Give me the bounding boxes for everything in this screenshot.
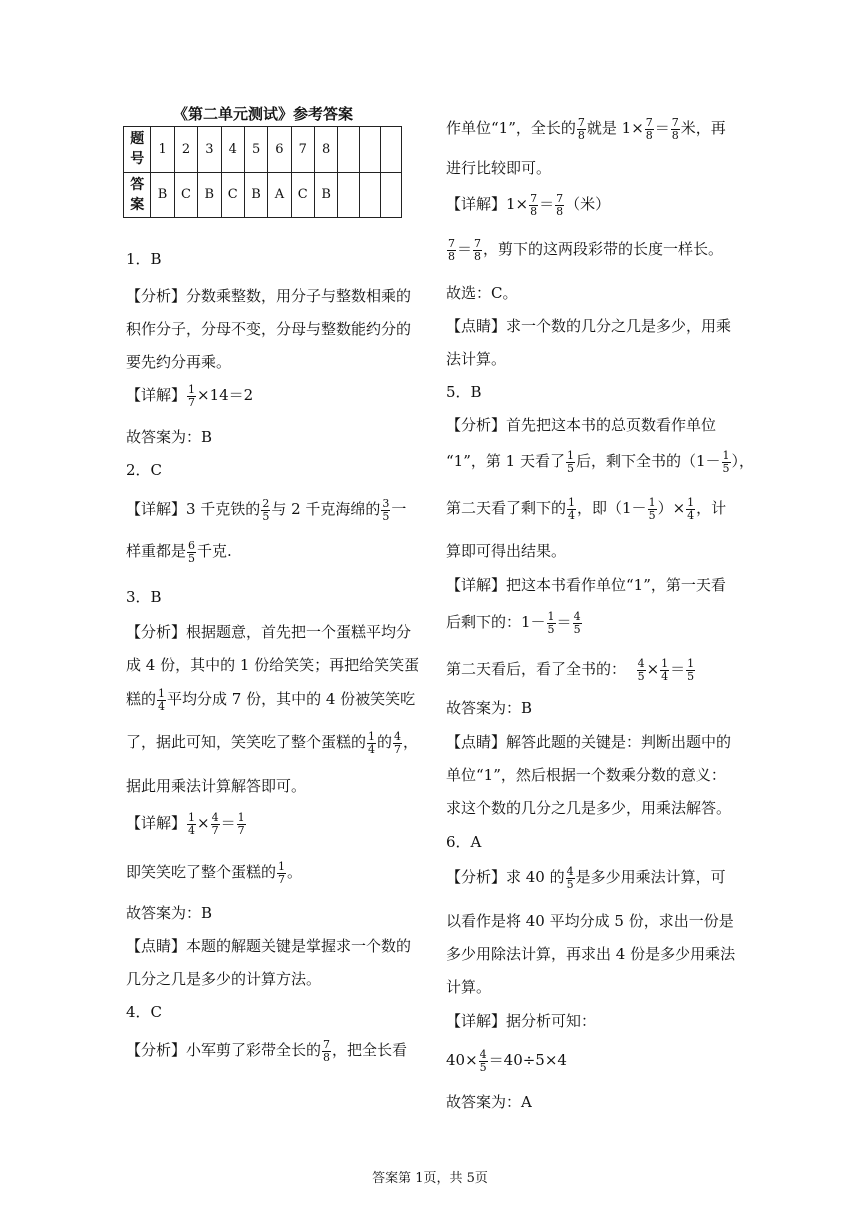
q3-detail-2: 即笑笑吃了整个蛋糕的 $\frac{1}{7}$ 。 [126, 859, 303, 886]
q5-tip-2: 单位“1”，然后根据一个数乘分数的意义： [446, 766, 726, 784]
q5-tip: 【点睛】解答此题的关键是：判断出题中的 [446, 733, 732, 751]
fraction: $\frac{1}{5}$ [566, 448, 574, 475]
q1-detail [126, 383, 253, 409]
q5-analysis: 【分析】首先把这本书的总页数看作单位 [446, 416, 717, 434]
q5-analysis-2: “1”，第 1 天看了 $\frac{1}{5}$ 后，剩下全书的（1－ $\frac{1}{5}$ ）， [446, 448, 755, 475]
table-cell [359, 127, 380, 173]
q4-tip-2: 法计算。 [446, 350, 507, 368]
q4-detail: 【详解】1× $\frac{7}{8}$ ＝ $\frac{7}{8}$ （米） [446, 191, 611, 218]
q3-number: 3．B [126, 588, 162, 606]
q3-tip-2: 几分之几是多少的计算方法。 [126, 970, 322, 988]
fraction: $\frac{2}{5}$ [262, 496, 270, 523]
q6-analysis: 【分析】求 40 的 $\frac{4}{5}$ 是多少用乘法计算，可 [446, 864, 726, 891]
table-header-number: 题号 [124, 127, 151, 173]
q6-detail-2: 40× $\frac{4}{5}$ ＝40÷5×4 [446, 1047, 567, 1074]
fraction: $\frac{4}{7}$ [211, 810, 219, 837]
table-cell: 3 [198, 127, 221, 173]
fraction: $\frac{1}{5}$ [687, 656, 695, 683]
q3-tip: 【点睛】本题的解题关键是掌握求一个数的 [126, 937, 412, 955]
fraction: $\frac{7}{8}$ [577, 115, 585, 142]
fraction: $\frac{1}{5}$ [547, 609, 555, 636]
q3-analysis-5: 据此用乘法计算解答即可。 [126, 777, 307, 795]
table-cell: C [291, 172, 314, 218]
q6-analysis-4: 计算。 [446, 978, 492, 996]
fraction: $\frac{1}{4}$ [687, 495, 695, 522]
fraction: $\frac{3}{5}$ [382, 496, 390, 523]
fraction: $\frac{4}{5}$ [566, 864, 574, 891]
table-cell: C [174, 172, 197, 218]
fraction: $\frac{1}{4}$ [568, 495, 576, 522]
table-cell: 5 [244, 127, 267, 173]
fraction: $\frac{7}{8}$ [530, 191, 538, 218]
fraction: $\frac{1}{4}$ [368, 729, 376, 756]
q6-number: 6．A [446, 833, 482, 851]
fraction: $\frac{7}{8}$ [474, 236, 482, 263]
fraction: $\frac{1}{4}$ [158, 686, 166, 713]
q5-analysis-3: 第二天看了剩下的 $\frac{1}{4}$ ，即（1－ $\frac{1}{5}$ ）× $\frac{1}{4}$ ，计 [446, 495, 727, 522]
fraction: $\frac{4}{5}$ [573, 609, 581, 636]
q4-analysis-3: 进行比较即可。 [446, 159, 552, 177]
fraction: $\frac{1}{7}$ [188, 382, 196, 409]
table-cell: 6 [268, 127, 291, 173]
table-cell [380, 172, 401, 218]
table-cell: 7 [291, 127, 314, 173]
q5-analysis-4: 算即可得出结果。 [446, 542, 567, 560]
q5-detail-2: 后剩下的：1－ $\frac{1}{5}$ ＝ $\frac{4}{5}$ [446, 609, 581, 636]
answer-table [123, 126, 402, 218]
q4-analysis: 【分析】小军剪了彩带全长的 $\frac{7}{8}$ ，把全长看 [126, 1037, 408, 1064]
page-title: 《第二单元测试》参考答案 [172, 105, 353, 123]
q4-tip: 【点睛】求一个数的几分之几是多少，用乘 [446, 317, 732, 335]
table-cell [359, 172, 380, 218]
table-cell [338, 127, 359, 173]
table-cell: B [151, 172, 174, 218]
fraction: $\frac{7}{8}$ [448, 236, 455, 263]
q3-answer: 故答案为：B [126, 904, 213, 922]
detail-text: ×14＝2 [197, 386, 254, 404]
q4-detail-2: $\frac{7}{8}$ ＝ $\frac{7}{8}$ ，剪下的这两段彩带的长度一样长。 [448, 236, 724, 263]
table-cell [380, 127, 401, 173]
q6-analysis-2: 以看作是将 40 平均分成 5 份，求出一份是 [446, 912, 734, 930]
page-footer: 答案第 1页，共 5页 [372, 1171, 488, 1186]
table-cell: 4 [221, 127, 244, 173]
fraction: $\frac{7}{8}$ [645, 115, 653, 142]
q6-detail: 【详解】据分析可知： [446, 1012, 597, 1030]
q4-choice: 故选：C。 [446, 284, 518, 302]
table-row-answers [124, 172, 402, 218]
q5-detail: 【详解】把这本书看作单位“1”，第一天看 [446, 576, 726, 594]
table-cell [338, 172, 359, 218]
q4-analysis-2: 作单位“1”，全长的 $\frac{7}{8}$ 就是 1× $\frac{7}{8}$ ＝ $\frac{7}{8}$ 米，再 [446, 115, 726, 142]
fraction: $\frac{4}{5}$ [479, 1047, 487, 1074]
fraction: $\frac{7}{8}$ [556, 191, 564, 218]
fraction: $\frac{1}{7}$ [278, 859, 286, 886]
q3-analysis-4: 了，据此可知，笑笑吃了整个蛋糕的 $\frac{1}{4}$ 的 $\frac{4}{7}$ ， [126, 729, 419, 756]
q2-detail-2: 样重都是 $\frac{6}{5}$ 千克. [126, 538, 232, 565]
q3-detail: 【详解】 $\frac{1}{4}$ × $\frac{4}{7}$ ＝ $\frac{1}{7}$ [126, 810, 245, 837]
table-cell: 2 [174, 127, 197, 173]
q3-analysis: 【分析】根据题意，首先把一个蛋糕平均分 [126, 623, 412, 641]
fraction: $\frac{7}{8}$ [323, 1037, 331, 1064]
q4-number: 4．C [126, 1003, 163, 1021]
fraction: $\frac{4}{7}$ [394, 729, 402, 756]
q2-number: 2．C [126, 461, 163, 479]
fraction: $\frac{1}{5}$ [648, 495, 656, 522]
table-cell: 1 [151, 127, 174, 173]
table-cell: 8 [314, 127, 337, 173]
fraction: $\frac{1}{4}$ [661, 656, 669, 683]
q2-detail: 【详解】3 千克铁的 $\frac{2}{5}$ 与 2 千克海绵的 $\frac{3}{5}$ 一 [126, 496, 407, 523]
q5-answer: 故答案为：B [446, 699, 533, 717]
table-row-numbers [124, 127, 402, 173]
table-cell: A [268, 172, 291, 218]
q5-detail-3: 第二天看后，看了全书的： $\frac{4}{5}$ × $\frac{1}{4}$ ＝ $\frac{1}{5}$ [446, 656, 695, 683]
q3-analysis-3: 糕的 $\frac{1}{4}$ 平均分成 7 份，其中的 4 份被笑笑吃 [126, 686, 416, 713]
q3-analysis-2: 成 4 份，其中的 1 份给笑笑；再把给笑笑蛋 [126, 656, 420, 674]
q1-answer: 故答案为：B [126, 428, 213, 446]
table-cell: C [221, 172, 244, 218]
q5-tip-3: 求这个数的几分之几是多少，用乘法解答。 [446, 799, 732, 817]
table-header-answer: 答案 [124, 172, 151, 218]
fraction: $\frac{4}{5}$ [637, 656, 645, 683]
q1-number: 1．B [126, 250, 162, 268]
table-cell: B [198, 172, 221, 218]
table-cell: B [314, 172, 337, 218]
fraction: $\frac{1}{5}$ [722, 448, 730, 475]
q1-analysis: 【分析】分数乘整数，用分子与整数相乘的 [126, 287, 412, 305]
q5-number: 5．B [446, 383, 482, 401]
fraction: $\frac{1}{4}$ [188, 810, 196, 837]
table-cell: B [244, 172, 267, 218]
fraction: $\frac{6}{5}$ [188, 538, 196, 565]
detail-label: 【详解】 [126, 386, 187, 404]
fraction: $\frac{1}{7}$ [237, 810, 245, 837]
q1-analysis-3: 要先约分再乘。 [126, 353, 232, 371]
q1-analysis-2: 积作分子，分母不变，分母与整数能约分的 [126, 320, 412, 338]
q6-analysis-3: 多少用除法计算，再求出 4 份是多少用乘法 [446, 945, 736, 963]
q6-answer: 故答案为：A [446, 1093, 532, 1111]
fraction: $\frac{7}{8}$ [671, 115, 679, 142]
